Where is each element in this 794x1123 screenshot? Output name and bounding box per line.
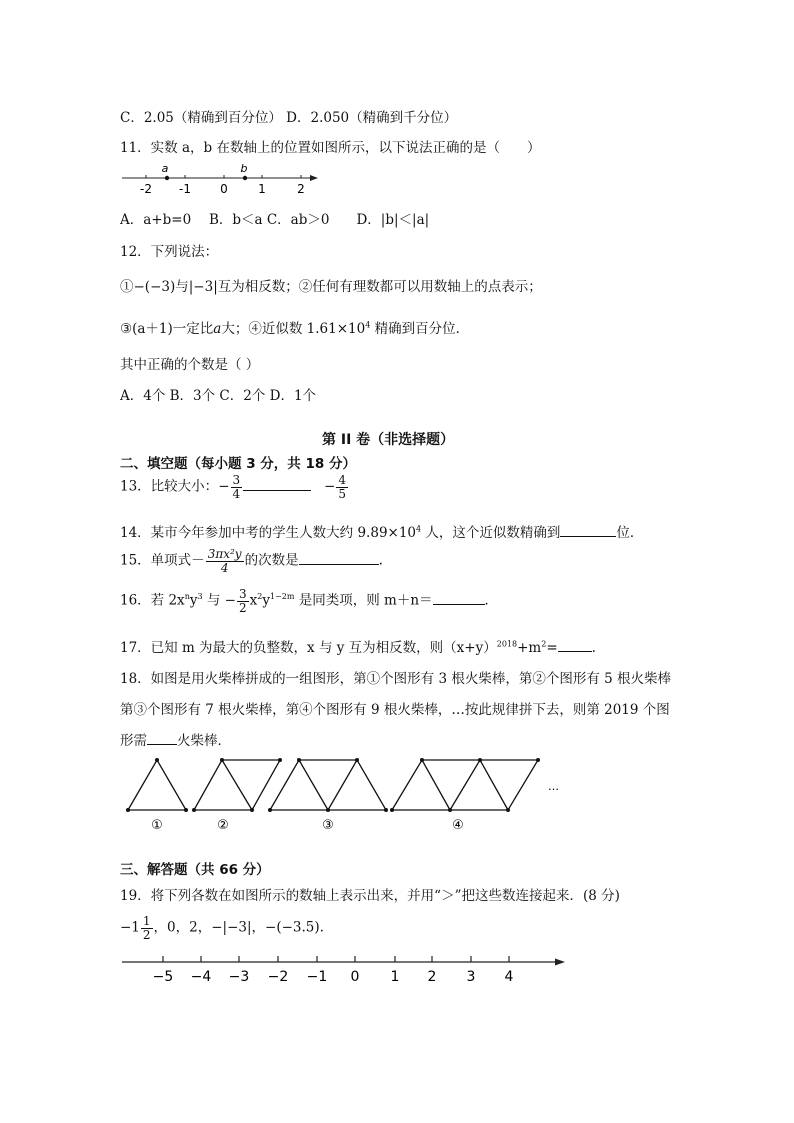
- q16: [120, 588, 498, 614]
- q16-den: 2: [238, 600, 247, 615]
- q19-tick-label: 1: [390, 969, 400, 985]
- q12-s2-e: 大；④近似数 1.61×10: [221, 321, 366, 337]
- q18-matchstick-figures: [120, 752, 560, 836]
- q17-sup-2: 2: [541, 639, 547, 649]
- q17-text-d: .: [591, 640, 596, 656]
- q19-tick-label: 0: [350, 969, 360, 985]
- q12-s2-sup: 4: [365, 320, 371, 330]
- q16-sup-1: n: [184, 592, 190, 602]
- q16-num: 3: [238, 587, 247, 601]
- q18-line-3: [120, 729, 231, 749]
- q12-statement-1: [120, 275, 542, 295]
- q11-label-b: b: [240, 162, 248, 175]
- q18-ellipsis: …: [548, 780, 559, 793]
- q11-point-b: [243, 176, 247, 180]
- q19-mixed-fraction: [141, 915, 153, 941]
- q17-sup-1: 2018: [496, 639, 518, 649]
- section3-heading: 三、解答题（共 66 分）: [120, 862, 270, 878]
- q13-f2-num: 4: [338, 473, 346, 487]
- q14-sup: 4: [416, 524, 422, 534]
- q16-text-f: 是同类项，则 m＋n＝: [294, 592, 433, 609]
- q18-label-2: ②: [217, 818, 229, 833]
- q13: [120, 474, 349, 500]
- q16-sup-2: 3: [197, 592, 203, 602]
- q17-answer-blank[interactable]: [558, 650, 592, 652]
- q19-num: 1: [142, 914, 151, 928]
- q13-fraction-2: [336, 474, 348, 500]
- q15-num: 3πx²y: [207, 547, 242, 561]
- q12-s1-d: |−3|: [188, 279, 218, 295]
- q11-tick-label: 2: [297, 182, 305, 196]
- q16-text-a: 16．若 2x: [120, 592, 185, 609]
- q18-figure-1-shape: [128, 760, 186, 810]
- q13-f2-den: 5: [338, 486, 346, 501]
- q16-fraction: [237, 588, 249, 614]
- q12-s2-b: (a＋1): [132, 321, 173, 337]
- section2-title: 第 II 卷（非选择题）: [322, 432, 455, 448]
- q12-s1-e: 互为相反数；②任何有理数都可以用数轴上的点表示；: [217, 279, 542, 295]
- q17: [120, 636, 596, 656]
- q16-sup-3: 2: [257, 592, 263, 602]
- q18-figure-3-shape: [270, 760, 386, 810]
- q10-options: C．2.05（精确到百分位） D．2.050（精确到千分位）: [120, 110, 458, 126]
- q16-text-e: y: [262, 592, 270, 609]
- q11-options: A．a+b=0 B．b＜a C．ab＞0 D．|b|＜|a|: [120, 212, 430, 228]
- q12-s1-c: 与: [175, 279, 189, 295]
- q16-text-d: x: [249, 592, 258, 609]
- q15-answer-blank[interactable]: [299, 563, 379, 565]
- q17-text-b: +m: [517, 640, 542, 656]
- q16-sup-4: 1−2m: [269, 592, 295, 602]
- q19-tick-label: −4: [190, 969, 212, 985]
- q12-stem: 12．下列说法：: [120, 244, 219, 260]
- q14-text-c: 位．: [616, 525, 644, 541]
- q14-answer-blank[interactable]: [560, 535, 616, 537]
- q14-text-a: 14．某市今年参加中考的学生人数大约 9.89×10: [120, 525, 417, 541]
- q13-f1-den: 4: [232, 486, 241, 501]
- q18-label-1: ①: [151, 818, 163, 833]
- q12-statement-2: [120, 317, 469, 337]
- q11-tick-label: 1: [258, 182, 266, 196]
- q14: [120, 521, 643, 541]
- q15: [120, 548, 383, 574]
- q19-tick-label: 2: [427, 969, 437, 985]
- q12-s2-f: 精确到百分位．: [374, 321, 470, 337]
- q19-tick-label: 4: [504, 969, 514, 985]
- q12-s2-c: 一定比: [172, 321, 214, 337]
- q18-answer-blank[interactable]: [147, 743, 177, 745]
- q17-text-c: =: [546, 640, 558, 656]
- q19-mixed-whole: −1: [120, 919, 140, 936]
- q13-answer-blank[interactable]: [243, 489, 311, 491]
- q12-s2-d: a: [213, 321, 222, 337]
- q12-question: 其中正确的个数是（ ）: [120, 357, 260, 373]
- q16-answer-blank[interactable]: [433, 603, 485, 605]
- q16-text-b: y: [189, 592, 198, 609]
- q13-fraction-1: [231, 474, 243, 500]
- q11-tick-label: -1: [179, 182, 191, 196]
- q12-s1-b: −(−3): [133, 279, 176, 295]
- q11-point-a: [165, 176, 169, 180]
- q14-text-b: 人，这个近似数精确到: [421, 525, 561, 541]
- q18-text-b: 火柴棒．: [177, 733, 231, 749]
- q13-minus-2: −: [324, 478, 336, 495]
- q19-tick-label: −3: [228, 969, 250, 985]
- q15-text-b: 的次数是: [244, 552, 299, 569]
- q15-den: 4: [220, 560, 229, 575]
- q19-tick-label: −2: [267, 969, 289, 985]
- q16-text-g: ．: [484, 592, 499, 609]
- q19-numbers: [120, 915, 324, 941]
- q19-tick-label: −5: [152, 969, 174, 985]
- q19-tick-label: 3: [466, 969, 476, 985]
- q11-label-a: a: [161, 162, 169, 175]
- q13-lead: 13．比较大小：: [120, 478, 219, 495]
- q12-s1-a: ①: [120, 279, 134, 295]
- q19-stem: 19．将下列各数在如图所示的数轴上表示出来，并用“＞”把这些数连接起来．(8 分): [120, 888, 620, 904]
- q13-minus-1: −: [218, 478, 230, 495]
- q11-tick-label: -2: [140, 182, 152, 196]
- q19-tick-label: −1: [306, 969, 328, 985]
- q15-text-a: 15．单项式－: [120, 552, 205, 569]
- q12-s2-a: ③: [120, 321, 133, 337]
- q19-den: 2: [142, 927, 151, 942]
- q11-number-line: [118, 158, 328, 198]
- q19-number-line: [118, 948, 570, 990]
- q18-label-3: ③: [322, 818, 334, 833]
- q13-f1-num: 3: [232, 473, 241, 487]
- q15-text-c: .: [378, 552, 383, 569]
- q18-line-1: 18．如图是用火柴棒拼成的一组图形，第①个图形有 3 根火柴棒，第②个图形有 5 根火柴棒: [120, 671, 672, 687]
- q16-text-c: 与 −: [202, 592, 236, 609]
- q11-stem: 11．实数 a，b 在数轴上的位置如图所示，以下说法正确的是（ ）: [120, 140, 541, 156]
- q18-label-4: ④: [452, 818, 464, 833]
- q17-text-a: 17．已知 m 为最大的负整数，x 与 y 互为相反数，则（x+y）: [120, 640, 497, 656]
- q18-text-a: 形需: [120, 733, 147, 749]
- q12-options: A．4个 B．3个 C．2个 D．1个: [120, 388, 317, 404]
- q19-rest: ，0，2，−|−3|，−(−3.5).: [153, 919, 324, 936]
- q11-tick-label: 0: [220, 182, 228, 196]
- section2-heading: 二、填空题（每小题 3 分，共 18 分）: [120, 456, 356, 472]
- q15-fraction: [206, 548, 244, 574]
- q18-line-2: 第③个图形有 7 根火柴棒，第④个图形有 9 根火柴棒，…按此规律拼下去，则第 2019 个图: [120, 702, 670, 718]
